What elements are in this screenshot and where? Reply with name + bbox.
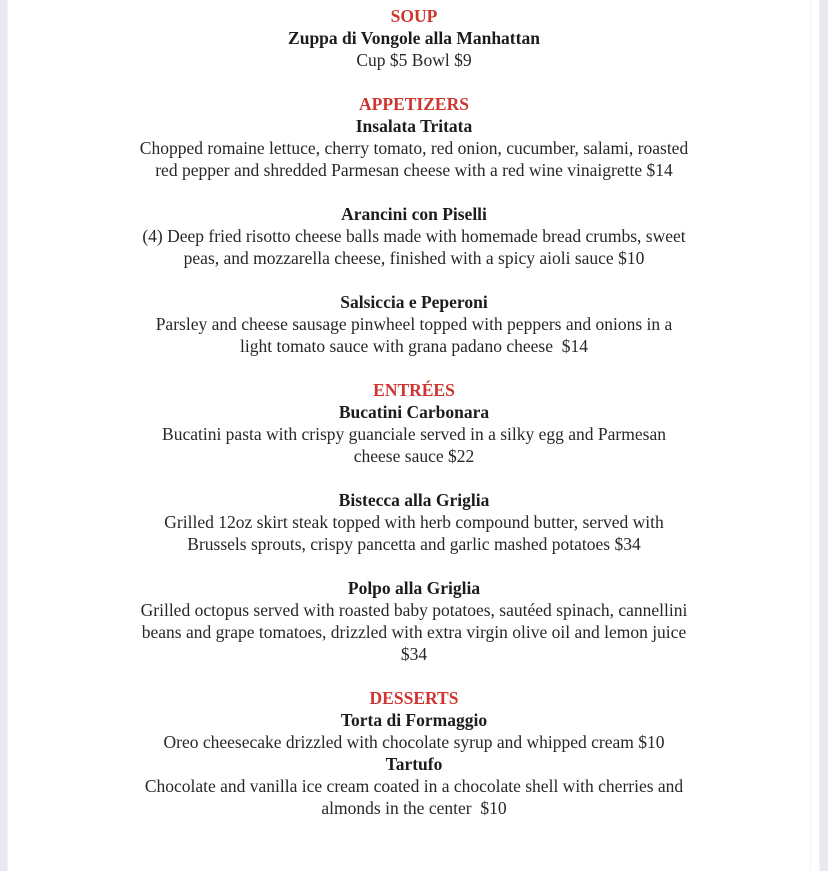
item-name: Polpo alla Griglia (347, 578, 481, 598)
menu-item-zuppa-di-vongole (50, 27, 778, 71)
item-description-line: (4) Deep fried risotto cheese balls made with homemade bread crumbs, sweet (142, 226, 686, 246)
item-description-line: Parsley and cheese sausage pinwheel topped with peppers and onions in a (155, 314, 673, 334)
item-description-line: Brussels sprouts, crispy pancetta and garlic mashed potatoes $34 (187, 534, 641, 554)
section-title-soup: SOUP (390, 6, 438, 26)
item-name: Zuppa di Vongole alla Manhattan (288, 28, 540, 48)
section-title-entrees: ENTRÉES (373, 380, 455, 400)
section-title-appetizers: APPETIZERS (359, 94, 469, 114)
menu-item-salsiccia-e-peperoni (50, 291, 778, 357)
item-description-line: light tomato sauce with grana padano cheese $14 (240, 336, 588, 356)
item-description-line: Chocolate and vanilla ice cream coated in a chocolate shell with cherries and (144, 776, 684, 796)
menu-item-torta-di-formaggio (50, 709, 778, 753)
item-name: Insalata Tritata (355, 116, 473, 136)
item-name: Bucatini Carbonara (338, 402, 490, 422)
menu-section-entrees (50, 379, 778, 665)
item-price-line: Cup $5 Bowl $9 (356, 50, 472, 70)
item-description-line: beans and grape tomatoes, drizzled with extra virgin olive oil and lemon juice (141, 622, 687, 642)
menu-item-arancini-con-piselli (50, 203, 778, 269)
item-description-line: Oreo cheesecake drizzled with chocolate syrup and whipped cream $10 (163, 732, 665, 752)
item-description-line: Bucatini pasta with crispy guanciale served in a silky egg and Parmesan (162, 424, 666, 444)
page-left-edge-shadow (0, 0, 8, 871)
menu-section-appetizers (50, 93, 778, 357)
menu-item-bucatini-carbonara (50, 401, 778, 467)
item-description-line: red pepper and shredded Parmesan cheese with a red wine vinaigrette $14 (155, 160, 673, 180)
item-description-line: Chopped romaine lettuce, cherry tomato, red onion, cucumber, salami, roasted (139, 138, 689, 158)
item-description-line: almonds in the center $10 (321, 798, 507, 818)
page-right-faint-line (810, 0, 811, 871)
item-name: Tartufo (385, 754, 443, 774)
item-name: Torta di Formaggio (340, 710, 488, 730)
menu-item-bistecca-alla-griglia (50, 489, 778, 555)
item-description-line: Grilled 12oz skirt steak topped with herb compound butter, served with (164, 512, 664, 532)
menu-section-soup (50, 5, 778, 71)
item-description-line: cheese sauce $22 (353, 446, 475, 466)
item-name: Bistecca alla Griglia (338, 490, 490, 510)
menu-item-insalata-tritata (50, 115, 778, 181)
menu-item-tartufo (50, 753, 778, 819)
menu-item-polpo-alla-griglia (50, 577, 778, 665)
page-right-edge-shadow (819, 0, 828, 871)
menu-section-desserts (50, 687, 778, 819)
item-description-line: Grilled octopus served with roasted baby potatoes, sautéed spinach, cannellini (140, 600, 688, 620)
item-name: Salsiccia e Peperoni (340, 292, 488, 312)
item-name: Arancini con Piselli (341, 204, 487, 224)
item-description-line: peas, and mozzarella cheese, finished with a spicy aioli sauce $10 (183, 248, 645, 268)
section-title-desserts: DESSERTS (369, 688, 459, 708)
item-price-line: $34 (400, 644, 428, 664)
